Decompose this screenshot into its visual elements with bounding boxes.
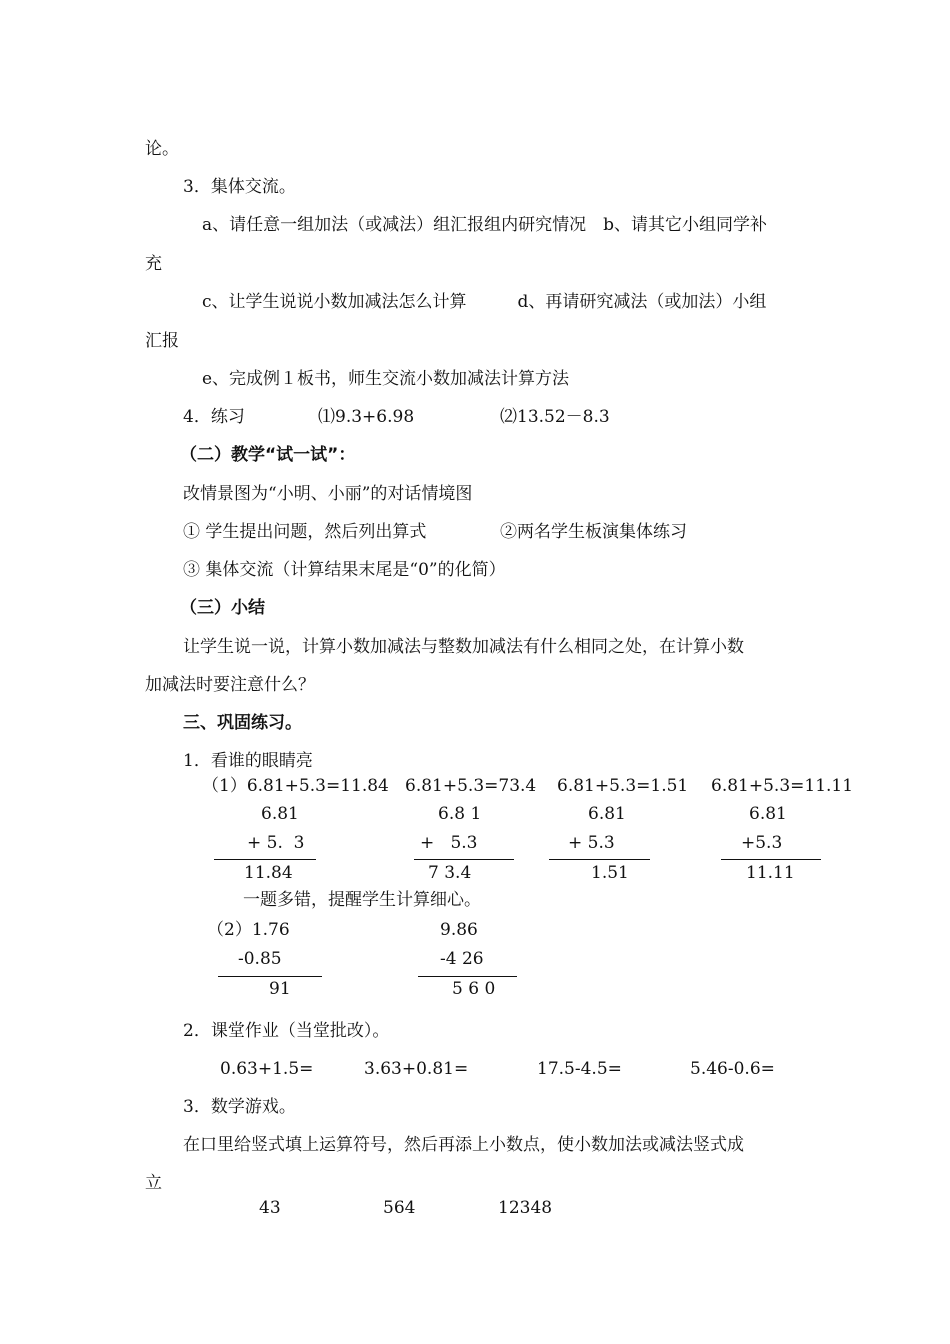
step-c-line: c、让学生说说小数加减法怎么计算 d、再请研究减法（或加法）小组	[202, 292, 767, 312]
q3-description: 在口里给竖式填上运算符号，然后再添上小数点，使小数加法或减法竖式成	[183, 1135, 744, 1155]
q1-equation: 6.81+5.3=73.4	[405, 776, 537, 796]
q1-sub-minus: -4 26	[440, 949, 484, 969]
q1-result: 11.11	[746, 863, 795, 883]
q1-result: 1.51	[591, 863, 629, 883]
q1-top-number: 6.8 1	[438, 804, 482, 824]
q3-number: 12348	[498, 1198, 553, 1218]
q3-description-wrap: 立	[145, 1173, 162, 1193]
q1-equation: 6.81+5.3=11.11	[711, 776, 854, 796]
sum-line	[549, 859, 650, 860]
paragraph-tail: 论。	[145, 139, 179, 159]
step-a-line: a、请任意一组加法（或减法）组汇报组内研究情况 b、请其它小组同学补	[202, 215, 768, 235]
heading-try: （二）教学“试一试”：	[180, 445, 356, 465]
summary-line-1: 让学生说一说，计算小数加减法与整数加减法有什么相同之处，在计算小数	[183, 637, 744, 657]
sum-line	[414, 859, 514, 860]
q1-sub-top: （2）1.76	[207, 920, 290, 940]
question-1-title: 1．看谁的眼睛亮	[183, 751, 313, 771]
q1-note: 一题多错，提醒学生计算细心。	[243, 890, 481, 910]
q1-sub-minus: -0.85	[238, 949, 282, 969]
q1-top-number: 6.81	[588, 804, 626, 824]
q2-item: 17.5-4.5=	[537, 1059, 622, 1079]
q2-item: 3.63+0.81=	[364, 1059, 469, 1079]
try-line-2a: ① 学生提出问题，然后列出算式	[183, 522, 427, 542]
q1-addend: + 5.3	[420, 833, 478, 853]
q1-addend: + 5. 3	[247, 833, 305, 853]
section-3-title: 3．集体交流。	[183, 177, 296, 197]
summary-line-2: 加减法时要注意什么？	[145, 675, 315, 695]
difference-line	[418, 976, 517, 977]
q1-sub-result: 91	[269, 979, 291, 999]
q1-sub-result: 5 6 0	[452, 979, 496, 999]
step-a-wrap: 充	[145, 254, 162, 274]
q1-equation: （1）6.81+5.3=11.84	[202, 776, 389, 796]
try-line-1: 改情景图为“小明、小丽”的对话情境图	[183, 484, 473, 504]
question-2-title: 2．课堂作业（当堂批改）。	[183, 1021, 390, 1041]
q1-result: 11.84	[244, 863, 293, 883]
q1-top-number: 6.81	[261, 804, 299, 824]
difference-line	[218, 976, 322, 977]
q1-top-number: 6.81	[749, 804, 787, 824]
step-e-line: e、完成例１板书，师生交流小数加减法计算方法	[202, 369, 570, 389]
heading-summary: （三）小结	[180, 598, 265, 618]
q3-number: 564	[383, 1198, 416, 1218]
sum-line	[721, 859, 821, 860]
q2-item: 5.46-0.6=	[690, 1059, 775, 1079]
sum-line	[214, 859, 316, 860]
q3-number: 43	[259, 1198, 281, 1218]
step-c-wrap: 汇报	[145, 331, 179, 351]
exercise-2: ⑵13.52－8.3	[500, 407, 610, 427]
q1-sub-top: 9.86	[440, 920, 478, 940]
try-line-3: ③ 集体交流（计算结果末尾是“0”的化简）	[183, 560, 506, 580]
try-line-2b: ②两名学生板演集体练习	[500, 522, 687, 542]
q2-item: 0.63+1.5=	[220, 1059, 314, 1079]
heading-practice: 三、巩固练习。	[183, 713, 302, 733]
exercise-1: ⑴9.3+6.98	[318, 407, 415, 427]
q1-result: 7 3.4	[428, 863, 472, 883]
q1-addend: +5.3	[741, 833, 783, 853]
q1-equation: 6.81+5.3=1.51	[557, 776, 689, 796]
section-4-title: 4．练习	[183, 407, 245, 427]
q1-addend: + 5.3	[568, 833, 615, 853]
question-3-title: 3．数学游戏。	[183, 1097, 296, 1117]
